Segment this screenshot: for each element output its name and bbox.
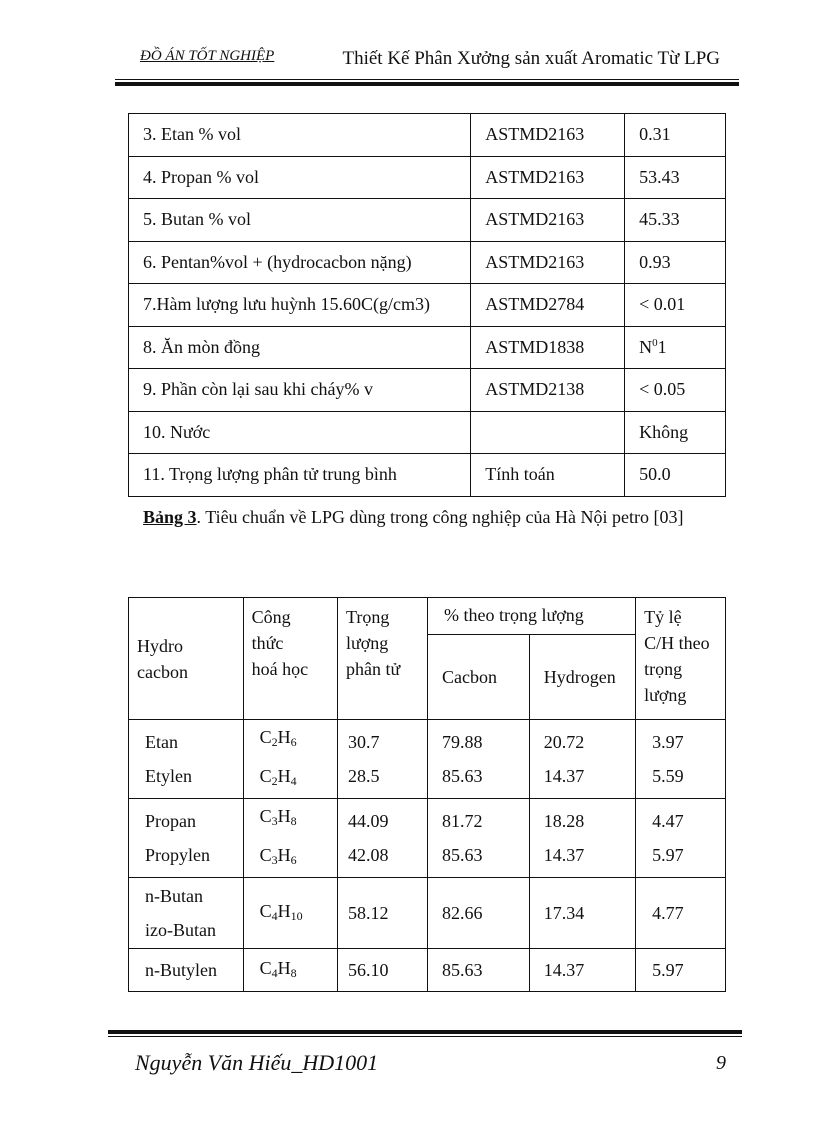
hc-cacbon-line: 85.63	[441, 960, 483, 980]
hc-ratio-line: 5.97	[652, 845, 684, 865]
formula-subscript: 3	[271, 853, 278, 867]
hc-mw	[338, 878, 428, 949]
hc-mw-line: 58.12	[348, 903, 389, 923]
hc-mw-line: 44.09	[348, 811, 389, 831]
header-rule-thick	[115, 82, 739, 86]
footer-rule-thick	[108, 1030, 742, 1034]
hydrocarbon-table	[128, 597, 726, 992]
hc-ratio-line: 3.97	[652, 732, 684, 752]
spec-row	[129, 369, 726, 412]
hc-ratio	[636, 720, 726, 799]
spec-row	[129, 411, 726, 454]
formula-subscript: 6	[290, 735, 297, 749]
spec-value: 0.93	[625, 241, 726, 284]
spec-method: ASTMD2163	[471, 114, 625, 157]
hc-cacbon	[427, 799, 529, 878]
hc-name	[129, 878, 244, 949]
hc-cacbon	[427, 720, 529, 799]
hc-cacbon-line: 79.88	[441, 732, 483, 752]
hc-formula	[243, 949, 337, 992]
hc-ratio	[636, 799, 726, 878]
spec-name: 11. Trọng lượng phân tử trung bình	[129, 454, 471, 497]
hc-hydrogen-line: 14.37	[543, 766, 585, 786]
spec-name: 6. Pentan%vol + (hydrocacbon nặng)	[129, 241, 471, 284]
header-hydro: Hydro cacbon	[129, 598, 244, 720]
formula-subscript: 10	[290, 908, 303, 923]
hc-formula	[243, 878, 337, 949]
spec-method: ASTMD2163	[471, 199, 625, 242]
formula-subscript: 2	[271, 735, 278, 749]
hc-row	[129, 720, 726, 799]
spec-value-sup: 0	[652, 336, 658, 349]
formula-element: H	[277, 900, 291, 921]
hc-mw	[338, 799, 428, 878]
formula-subscript: 4	[271, 908, 278, 923]
hc-hydrogen	[529, 799, 635, 878]
spec-method: ASTMD2163	[471, 241, 625, 284]
spec-value: < 0.01	[625, 284, 726, 327]
spec-name: 8. Ăn mòn đồng	[129, 326, 471, 369]
hc-row	[129, 949, 726, 992]
table-caption	[143, 504, 721, 530]
formula-line	[260, 838, 337, 877]
hc-mw-line: 42.08	[348, 845, 389, 865]
hc-name-line: Propylen	[145, 845, 210, 865]
hc-row	[129, 878, 726, 949]
spec-row	[129, 284, 726, 327]
hc-ratio	[636, 878, 726, 949]
formula-subscript: 8	[290, 965, 297, 980]
formula-line	[260, 894, 337, 933]
formula-line	[260, 720, 337, 759]
hc-hydrogen-line: 20.72	[543, 732, 585, 752]
hc-cacbon-line: 82.66	[441, 903, 483, 923]
hc-mw-line: 30.7	[348, 732, 380, 752]
formula-subscript: 2	[271, 774, 278, 788]
caption-text: . Tiêu chuẩn về LPG dùng trong công nghiệp của Hà Nội petro [03]	[196, 507, 684, 527]
spec-name: 9. Phần còn lại sau khi cháy% v	[129, 369, 471, 412]
hc-cacbon-line: 85.63	[441, 766, 483, 786]
hc-name-line: Etylen	[145, 766, 192, 786]
spec-value: 53.43	[625, 156, 726, 199]
spec-value: 45.33	[625, 199, 726, 242]
hc-hydrogen	[529, 949, 635, 992]
formula-line	[260, 951, 337, 990]
spec-value: < 0.05	[625, 369, 726, 412]
header-pct: % theo trọng lượng	[427, 598, 635, 635]
spec-name: 7.Hàm lượng lưu huỳnh 15.60C(g/cm3)	[129, 284, 471, 327]
spec-row	[129, 199, 726, 242]
hc-mw	[338, 949, 428, 992]
header-hydrogen: Hydrogen	[529, 635, 635, 720]
hc-ratio-line: 4.77	[652, 903, 684, 923]
spec-method: ASTMD2784	[471, 284, 625, 327]
spec-name: 3. Etan % vol	[129, 114, 471, 157]
hc-cacbon	[427, 949, 529, 992]
hc-mw-line: 28.5	[348, 766, 380, 786]
hc-ratio-line: 4.47	[652, 811, 684, 831]
header-rule-thin	[115, 79, 739, 80]
spec-row	[129, 156, 726, 199]
spec-row	[129, 114, 726, 157]
formula-element: C	[259, 957, 272, 978]
spec-value: 50.0	[625, 454, 726, 497]
header-formula: Công thức hoá học	[243, 598, 337, 720]
spec-name: 4. Propan % vol	[129, 156, 471, 199]
formula-element: H	[277, 957, 291, 978]
spec-value-tail: 1	[657, 336, 667, 357]
formula-subscript: 8	[290, 814, 297, 828]
spec-value: Không	[625, 411, 726, 454]
hc-ratio-line: 5.59	[652, 766, 684, 786]
hc-hydrogen-line: 17.34	[543, 903, 585, 923]
formula-subscript: 6	[290, 853, 297, 867]
hc-hydrogen	[529, 878, 635, 949]
formula-subscript: 3	[271, 814, 278, 828]
header-mw: Trọng lượng phân tử	[338, 598, 428, 720]
hc-row	[129, 799, 726, 878]
spec-method: Tính toán	[471, 454, 625, 497]
spec-row	[129, 326, 726, 369]
spec-value: 0.31	[625, 114, 726, 157]
hc-hydrogen-line: 14.37	[543, 845, 585, 865]
hc-hydrogen-line: 18.28	[543, 811, 585, 831]
formula-line	[260, 799, 337, 838]
spec-value	[625, 326, 726, 369]
footer-rule-thin	[108, 1036, 742, 1037]
header-right-title: Thiết Kế Phân Xưởng sản xuất Aromatic Từ LPG	[342, 48, 720, 69]
formula-element: C	[259, 727, 272, 747]
spec-method: ASTMD2138	[471, 369, 625, 412]
header-left-title: ĐỒ ÁN TỐT NGHIỆP	[140, 48, 275, 64]
hc-name	[129, 720, 244, 799]
hc-ratio-line: 5.97	[652, 960, 684, 980]
hc-cacbon-line: 85.63	[441, 845, 483, 865]
formula-element: C	[259, 766, 272, 786]
footer-author: Nguyễn Văn Hiếu_HD1001	[135, 1050, 379, 1075]
hc-name-line: n-Butylen	[145, 960, 217, 980]
formula-element: H	[277, 766, 291, 786]
spec-method: ASTMD2163	[471, 156, 625, 199]
spec-name: 5. Butan % vol	[129, 199, 471, 242]
spec-value-base: N	[639, 336, 653, 357]
formula-subscript: 4	[271, 965, 278, 980]
formula-line	[260, 759, 337, 798]
formula-element: H	[277, 806, 291, 826]
hc-hydrogen-line: 14.37	[543, 960, 585, 980]
hc-header-row	[129, 598, 726, 635]
formula-element: H	[277, 845, 291, 865]
formula-element: H	[277, 727, 291, 747]
formula-element: C	[259, 900, 272, 921]
hc-ratio	[636, 949, 726, 992]
page-header	[140, 48, 720, 72]
lpg-spec-table	[128, 113, 726, 497]
spec-row	[129, 241, 726, 284]
hc-cacbon	[427, 878, 529, 949]
hc-cacbon-line: 81.72	[441, 811, 483, 831]
hc-formula	[243, 799, 337, 878]
spec-row	[129, 454, 726, 497]
formula-subscript: 4	[290, 774, 297, 788]
page-number: 9	[716, 1052, 726, 1074]
header-ratio: Tỷ lệ C/H theo trọng lượng	[636, 598, 726, 720]
hc-name	[129, 949, 244, 992]
hc-name-line: Propan	[145, 811, 196, 831]
formula-element: C	[259, 845, 272, 865]
formula-element: C	[259, 806, 272, 826]
hc-mw-line: 56.10	[348, 960, 389, 980]
spec-method	[471, 411, 625, 454]
hc-hydrogen	[529, 720, 635, 799]
hc-name-line: Etan	[145, 732, 178, 752]
hc-formula	[243, 720, 337, 799]
hc-mw	[338, 720, 428, 799]
caption-label: Bảng 3	[143, 507, 197, 527]
hc-name-line: izo-Butan	[145, 920, 216, 940]
spec-method: ASTMD1838	[471, 326, 625, 369]
hc-name-line: n-Butan	[145, 886, 203, 906]
hc-name	[129, 799, 244, 878]
header-cacbon: Cacbon	[427, 635, 529, 720]
spec-name: 10. Nước	[129, 411, 471, 454]
